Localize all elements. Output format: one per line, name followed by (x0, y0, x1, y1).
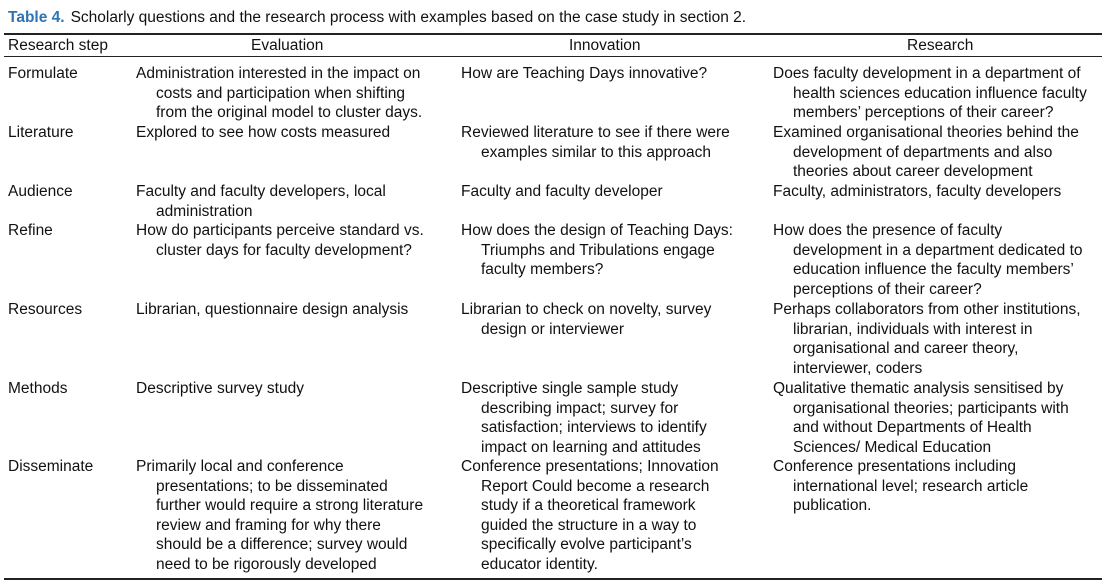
cell-line: Disseminate (8, 458, 94, 475)
cell-line: administration (156, 202, 253, 220)
cell-evaluation (136, 300, 408, 320)
cell-line: Report Could become a research (481, 477, 710, 495)
cell-line: Administration interested in the impact on (136, 65, 421, 82)
cell-line: further would require a strong literature (156, 497, 424, 515)
cell-line: Librarian to check on novelty, survey (461, 301, 712, 318)
header-research: Research (907, 37, 974, 54)
cell-innovation (461, 64, 707, 84)
cell-line: Methods (8, 380, 68, 397)
cell-research (773, 182, 1061, 202)
cell-line: from the original model to cluster days. (156, 104, 423, 122)
cell-line: Formulate (8, 65, 78, 82)
cell-innovation (461, 300, 711, 339)
caption-text: Scholarly questions and the research process with examples based on the case study in section 2. (70, 9, 747, 26)
cell-line: need to be rigorously developed (156, 555, 377, 573)
cell-line: examples similar to this approach (481, 143, 712, 161)
cell-evaluation (136, 457, 423, 575)
cell-research (773, 221, 1083, 299)
cell-line: Faculty and faculty developers, local (136, 183, 386, 200)
cell-line: Primarily local and conference (136, 458, 344, 475)
cell-line: education influence the faculty members’ (793, 261, 1074, 279)
cell-research (773, 123, 1079, 182)
cell-line: organisational and career theory, (793, 340, 1019, 358)
header-research-step: Research step (8, 37, 108, 54)
cell-line: faculty members? (481, 261, 604, 279)
cell-line: educator identity. (481, 555, 598, 573)
cell-line: theories about career development (793, 163, 1033, 181)
cell-line: Faculty, administrators, faculty developers (773, 183, 1062, 200)
cell-evaluation (136, 221, 424, 260)
cell-innovation (461, 221, 733, 280)
cell-line: design or interviewer (481, 320, 625, 338)
cell-line: costs and participation when shifting (156, 84, 406, 102)
cell-line: study if a theoretical framework (481, 497, 696, 515)
cell-research-step (8, 182, 73, 202)
bottom-rule (4, 578, 1102, 580)
cell-line: Sciences/ Medical Education (793, 438, 992, 456)
cell-evaluation (136, 379, 304, 399)
cell-research (773, 64, 1087, 123)
cell-line: health sciences education influence faculty (793, 84, 1087, 102)
cell-research-step (8, 123, 73, 143)
cell-research (773, 300, 1081, 378)
cell-research-step (8, 221, 53, 241)
cell-line: Resources (8, 301, 83, 318)
cell-research (773, 457, 1028, 516)
cell-line: Reviewed literature to see if there were (461, 124, 730, 141)
cell-line: international level; research article (793, 477, 1029, 495)
cell-evaluation (136, 123, 390, 143)
cell-line: development of departments and also (793, 143, 1053, 161)
cell-line: Audience (8, 183, 73, 200)
cell-line: Examined organisational theories behind the (773, 124, 1079, 141)
cell-line: should be a difference; survey would (156, 536, 408, 554)
cell-research (773, 379, 1069, 457)
cell-line: How does the presence of faculty (773, 222, 1003, 239)
top-rule (4, 33, 1102, 35)
cell-line: Librarian, questionnaire design analysis (136, 301, 409, 318)
cell-line: Conference presentations; Innovation (461, 458, 719, 475)
cell-line: librarian, individuals with interest in (793, 320, 1033, 338)
cell-line: members’ perceptions of their career? (793, 104, 1054, 122)
cell-line: Explored to see how costs measured (136, 124, 391, 141)
cell-innovation (461, 379, 707, 457)
cell-research-step (8, 457, 93, 477)
cell-line: publication. (793, 497, 872, 515)
cell-line: Descriptive single sample study (461, 380, 679, 397)
cell-research-step (8, 379, 67, 399)
cell-line: Perhaps collaborators from other institutions, (773, 301, 1081, 318)
cell-line: development in a department dedicated to (793, 241, 1083, 259)
cell-line: How do participants perceive standard vs. (136, 222, 424, 239)
cell-line: Faculty and faculty developer (461, 183, 663, 200)
cell-line: satisfaction; interviews to identify (481, 419, 707, 437)
cell-line: specifically evolve participant’s (481, 536, 692, 554)
cell-line: How are Teaching Days innovative? (461, 65, 708, 82)
cell-line: presentations; to be disseminated (156, 477, 388, 495)
cell-line: Refine (8, 222, 53, 239)
cell-line: How does the design of Teaching Days: (461, 222, 733, 239)
cell-line: Qualitative thematic analysis sensitised by (773, 380, 1064, 397)
header-rule (4, 56, 1102, 57)
table-label: Table 4. (8, 9, 65, 26)
cell-line: Descriptive survey study (136, 380, 304, 397)
header-evaluation: Evaluation (251, 37, 324, 54)
cell-line: and without Departments of Health (793, 419, 1032, 437)
cell-research-step (8, 300, 82, 320)
cell-line: Conference presentations including (773, 458, 1016, 475)
table-caption (8, 8, 746, 28)
header-innovation: Innovation (569, 37, 641, 54)
cell-line: cluster days for faculty development? (156, 241, 412, 259)
cell-line: organisational theories; participants with (793, 399, 1069, 417)
cell-line: Literature (8, 124, 74, 141)
cell-line: impact on learning and attitudes (481, 438, 701, 456)
cell-innovation (461, 123, 730, 162)
cell-evaluation (136, 182, 386, 221)
cell-line: describing impact; survey for (481, 399, 679, 417)
cell-line: perceptions of their career? (793, 280, 982, 298)
cell-line: guided the structure in a way to (481, 516, 697, 534)
cell-line: review and framing for why there (156, 516, 381, 534)
cell-line: Triumphs and Tribulations engage (481, 241, 715, 259)
cell-innovation (461, 457, 719, 575)
cell-line: interviewer, coders (793, 359, 923, 377)
cell-evaluation (136, 64, 422, 123)
cell-innovation (461, 182, 663, 202)
cell-line: Does faculty development in a department of (773, 65, 1081, 82)
cell-research-step (8, 64, 78, 84)
